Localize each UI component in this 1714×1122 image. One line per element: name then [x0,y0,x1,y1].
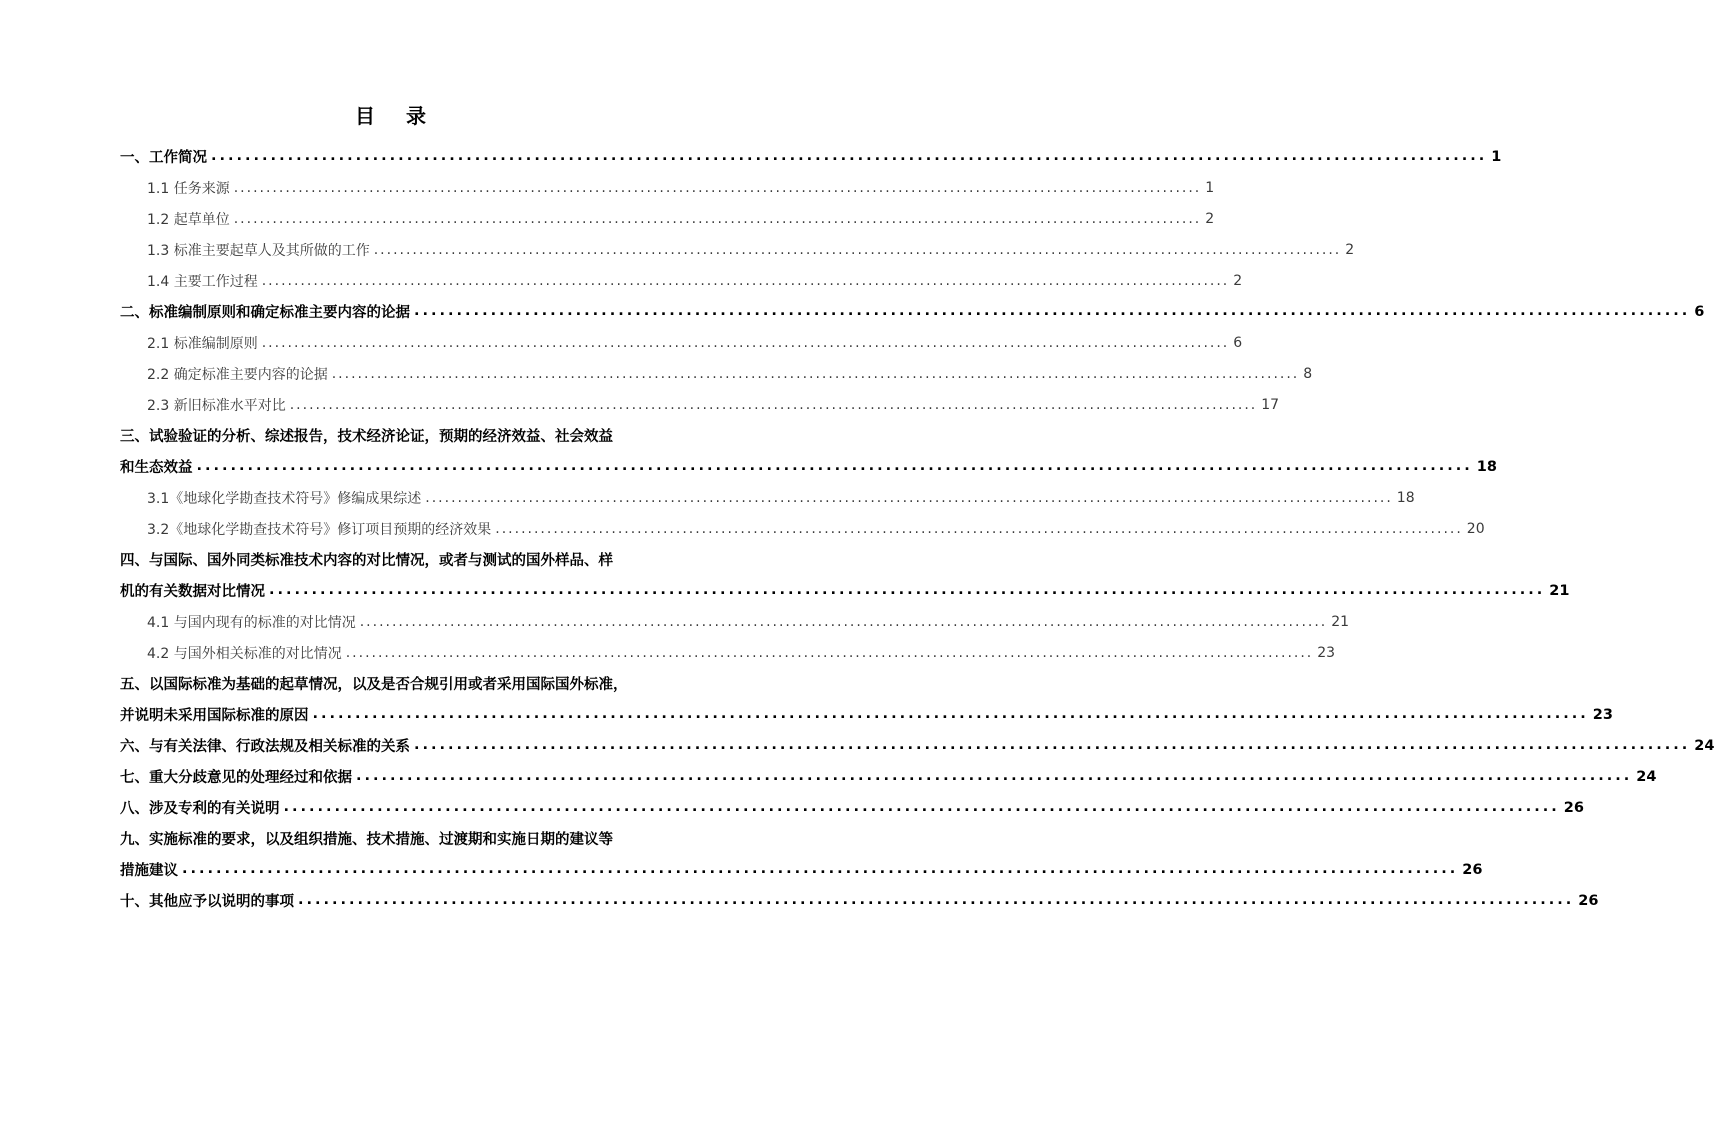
toc-entry-section-5-line-1[interactable] [120,668,674,699]
toc-entry-label: 十、其他应予以说明的事项 [120,894,294,910]
toc-entry-section-3-line-1[interactable] [120,420,674,451]
dot-leader: ...................................................................................................................................................... [373,241,1342,258]
toc-entry-page: 26 [1563,799,1584,816]
toc-entry-label: 二、标准编制原则和确定标准主要内容的论据 [120,305,410,321]
toc-entry-page: 24 [1636,768,1657,785]
toc-entry-subsection-1-2[interactable] [120,203,1215,234]
toc-entry-label: 机的有关数据对比情况 [120,584,265,600]
toc-entry-label: 1.2 起草单位 [147,211,230,228]
toc-entry-page: 1 [1491,148,1502,165]
toc-entry-page: 26 [1578,892,1599,909]
toc-entry-section-1[interactable] [120,141,1502,172]
toc-entry-page: 20 [1466,520,1485,537]
toc-entry-label: 1.1 任务来源 [147,180,230,197]
toc-entry-page: 8 [1303,365,1313,382]
toc-entry-label: 六、与有关法律、行政法规及相关标准的关系 [120,739,410,755]
dot-leader: ...................................................................................................................................................... [495,520,1463,537]
toc-entry-page: 2 [1345,241,1355,258]
toc-entry-label: 2.1 标准编制原则 [147,335,258,352]
toc-entry-label: 4.2 与国外相关标准的对比情况 [147,645,342,662]
toc-entry-page: 2 [1233,272,1243,289]
dot-leader: ...................................................................................................................................................... [196,458,1473,475]
toc-entry-page: 1 [1205,179,1215,196]
toc-entry-subsection-4-2[interactable] [120,637,1336,668]
toc-entry-page: 18 [1476,458,1497,475]
dot-leader: ...................................................................................................................................................... [345,644,1314,661]
dot-leader: ...................................................................................................................................................... [261,334,1230,351]
toc-entry-page: 23 [1317,644,1336,661]
toc-entry-label: 七、重大分歧意见的处理经过和依据 [120,770,352,786]
toc-entry-label: 四、与国际、国外同类标准技术内容的对比情况，或者与测试的国外样品、样 [120,553,613,569]
toc-entry-section-7[interactable] [120,761,1657,792]
dot-leader: ...................................................................................................................................................... [233,210,1202,227]
toc-entry-subsection-1-3[interactable] [120,234,1355,265]
toc-entry-subsection-1-4[interactable] [120,265,1243,296]
toc-entry-label: 措施建议 [120,863,178,879]
toc-entry-section-5[interactable] [120,699,1613,730]
toc-entry-subsection-3-1[interactable] [120,482,1415,513]
dot-leader: ...................................................................................................................................................... [414,737,1691,754]
toc-entry-label: 3.1《地球化学勘查技术符号》修编成果综述 [147,490,422,507]
toc-title: 目 录 [355,104,438,128]
dot-leader: ...................................................................................................................................................... [233,179,1202,196]
toc-entry-section-9[interactable] [120,854,1483,885]
toc-entry-page: 26 [1462,861,1483,878]
toc-entry-subsection-2-3[interactable] [120,389,1280,420]
dot-leader: ...................................................................................................................................................... [182,861,1459,878]
toc-entry-section-6[interactable] [120,730,1714,761]
toc-entry-label: 1.3 标准主要起草人及其所做的工作 [147,242,370,259]
toc-list [120,141,1714,916]
toc-entry-label: 和生态效益 [120,460,193,476]
toc-entry-section-9-line-1[interactable] [120,823,674,854]
toc-entry-label: 五、以国际标准为基础的起草情况，以及是否合规引用或者采用国际国外标准， [120,677,628,693]
toc-entry-page: 17 [1261,396,1280,413]
toc-entry-label: 1.4 主要工作过程 [147,273,258,290]
toc-entry-label: 4.1 与国内现有的标准的对比情况 [147,614,356,631]
dot-leader: ...................................................................................................................................................... [269,582,1546,599]
toc-entry-label: 八、涉及专利的有关说明 [120,801,280,817]
toc-entry-section-4[interactable] [120,575,1570,606]
toc-entry-subsection-2-2[interactable] [120,358,1313,389]
dot-leader: ...................................................................................................................................................... [211,148,1488,165]
toc-entry-page: 21 [1549,582,1570,599]
dot-leader: ...................................................................................................................................................... [289,396,1258,413]
toc-entry-label: 2.3 新旧标准水平对比 [147,397,286,414]
toc-entry-label: 三、试验验证的分析、综述报告，技术经济论证，预期的经济效益、社会效益 [120,429,613,445]
toc-entry-section-8[interactable] [120,792,1584,823]
toc-entry-page: 2 [1205,210,1215,227]
toc-entry-subsection-4-1[interactable] [120,606,1350,637]
toc-entry-page: 21 [1331,613,1350,630]
toc-entry-subsection-1-1[interactable] [120,172,1215,203]
toc-entry-section-3[interactable] [120,451,1497,482]
toc-entry-page: 6 [1694,303,1705,320]
dot-leader: ...................................................................................................................................................... [261,272,1230,289]
toc-entry-page: 24 [1694,737,1714,754]
dot-leader: ...................................................................................................................................................... [359,613,1328,630]
toc-entry-section-2[interactable] [120,296,1705,327]
toc-entry-subsection-3-2[interactable] [120,513,1485,544]
dot-leader: ...................................................................................................................................................... [298,892,1575,909]
toc-entry-section-10[interactable] [120,885,1599,916]
toc-entry-page: 23 [1592,706,1613,723]
dot-leader: ...................................................................................................................................................... [425,489,1393,506]
toc-entry-section-4-line-1[interactable] [120,544,674,575]
dot-leader: ...................................................................................................................................................... [356,768,1633,785]
dot-leader: ...................................................................................................................................................... [283,799,1560,816]
dot-leader: ...................................................................................................................................................... [312,706,1589,723]
toc-entry-label: 2.2 确定标准主要内容的论据 [147,366,328,383]
toc-entry-label: 并说明未采用国际标准的原因 [120,708,309,724]
dot-leader: ...................................................................................................................................................... [414,303,1691,320]
toc-entry-page: 6 [1233,334,1243,351]
toc-entry-label: 一、工作简况 [120,150,207,166]
toc-entry-label: 九、实施标准的要求，以及组织措施、技术措施、过渡期和实施日期的建议等 [120,832,613,848]
toc-entry-page: 18 [1396,489,1415,506]
dot-leader: ...................................................................................................................................................... [331,365,1300,382]
toc-entry-subsection-2-1[interactable] [120,327,1243,358]
toc-entry-label: 3.2《地球化学勘查技术符号》修订项目预期的经济效果 [147,521,492,538]
